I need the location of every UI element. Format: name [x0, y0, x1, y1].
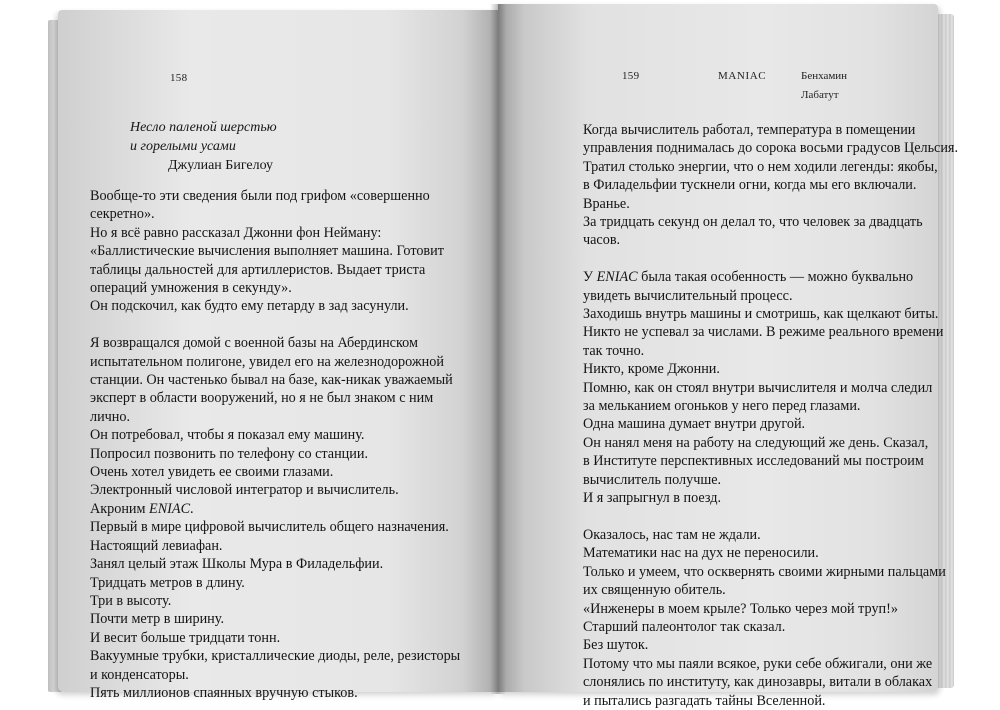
text-line: Я возвращался домой с военной базы на Абердинском — [90, 335, 418, 352]
text-line: Почти метр в ширину. — [90, 611, 224, 628]
text-line: Пять миллионов спаянных вручную стыков. — [90, 684, 358, 701]
text-line: увидеть вычислительный процесс. — [583, 287, 793, 304]
text-line: У ENIAC была такая особенность — можно буквально — [583, 269, 914, 286]
running-author-line: Лабатут — [801, 89, 839, 101]
running-author-line: Бенхамин — [801, 70, 848, 82]
text-line: в Институте перспективных исследований мы построим — [583, 453, 924, 470]
right-page-body-text — [583, 121, 958, 710]
text-line: управления поднималась до сорока восьми градусов Цельсия. — [583, 140, 959, 157]
paragraph-gap — [583, 250, 958, 268]
text-line: так точно. — [583, 342, 645, 359]
right-page-number: 159 — [622, 70, 640, 82]
text-line: лично. — [90, 408, 131, 425]
text-line: и пытались разгадать тайны Вселенной. — [583, 692, 826, 709]
text-line: Никто не успевал за числами. В режиме реального времени — [583, 324, 944, 341]
text-line: Одна машина думает внутри другой. — [583, 416, 806, 433]
paragraph-gap — [583, 508, 958, 526]
text-line: И я запрыгнул в поезд. — [583, 490, 721, 507]
book-spine-gutter — [490, 4, 506, 694]
text-line: в Филадельфии тускнели огни, когда мы его включали. — [583, 177, 917, 194]
text-line: Вообще-то эти сведения были под грифом «совершенно — [90, 188, 430, 204]
text-line: слонялись по институту, как динозавры, витали в облаках — [583, 674, 933, 691]
text-line: Попросил позвонить по телефону со станции. — [90, 445, 369, 462]
text-line: Электронный числовой интегратор и вычислитель. — [90, 482, 399, 499]
text-line: за мельканием огоньков у него перед глазами. — [583, 398, 861, 415]
epigraph-line: Несло паленой шерстью — [130, 120, 277, 135]
text-line: Вакуумные трубки, кристаллические диоды, реле, резисторы — [90, 648, 461, 665]
text-line: Акроним ENIAC. — [90, 500, 194, 517]
text-line: Оказалось, нас там не ждали. — [583, 526, 761, 543]
running-author — [801, 67, 847, 105]
text-line: Он потребовал, чтобы я показал ему машину. — [90, 427, 365, 444]
epigraph-author: Джулиан Бигелоу — [168, 158, 274, 173]
text-line: Без шуток. — [583, 637, 649, 654]
text-line: «Баллистические вычисления выполняет машина. Готовит — [90, 243, 444, 260]
text-line: Но я всё равно рассказал Джонни фон Нейману: — [90, 224, 382, 241]
text-line: Он подскочил, как будто ему петарду в зад засунули. — [90, 298, 409, 315]
text-line: Три в высоту. — [90, 592, 172, 609]
text-line: секретно». — [90, 206, 155, 223]
text-line: станции. Он частенько бывал на базе, как-никак уважаемый — [90, 372, 453, 389]
text-line: Занял целый этаж Школы Мура в Филадельфии. — [90, 556, 384, 573]
text-line: Никто, кроме Джонни. — [583, 361, 720, 378]
text-line: Тратил столько энергии, что о нем ходили легенды: якобы, — [583, 158, 938, 175]
running-title: MANIAC — [718, 70, 767, 82]
text-line: Старший палеонтолог так сказал. — [583, 618, 786, 635]
text-line: Настоящий левиафан. — [90, 537, 223, 554]
text-line: таблицы дальностей для артиллеристов. Выдает триста — [90, 261, 426, 278]
text-line: эксперт в области вооружений, но я не был знаком с ним — [90, 390, 434, 407]
text-line: Математики нас на дух не переносили. — [583, 545, 819, 562]
text-line: Вранье. — [583, 195, 630, 212]
text-line: Он нанял меня на работу на следующий же день. Сказал, — [583, 434, 929, 451]
text-line: Потому что мы паяли всякое, руки себе обжигали, они же — [583, 655, 933, 672]
text-line: Первый в мире цифровой вычислитель общего назначения. — [90, 519, 449, 536]
paragraph-gap — [90, 316, 460, 334]
left-page-body-text — [90, 187, 460, 702]
text-line: Заходишь внутрь машины и смотришь, как щелкают биты. — [583, 306, 939, 323]
text-line: и конденсаторы. — [90, 666, 189, 683]
text-line: Только и умеем, что осквернять своими жирными пальцами — [583, 563, 946, 580]
text-line: часов. — [583, 232, 621, 249]
text-line: Тридцать метров в длину. — [90, 574, 245, 591]
text-line: «Инженеры в моем крыле? Только через мой труп!» — [583, 600, 898, 617]
text-line: вычислитель получше. — [583, 471, 722, 488]
text-line: их священную обитель. — [583, 582, 726, 599]
text-line: Очень хотел увидеть ее своими глазами. — [90, 464, 334, 481]
text-line: Когда вычислитель работал, температура в помещении — [583, 122, 916, 138]
text-line: Помню, как он стоял внутри вычислителя и молча следил — [583, 379, 933, 396]
epigraph-line: и горелыми усами — [130, 139, 236, 154]
text-line: За тридцать секунд он делал то, что человек за двадцать — [583, 214, 923, 231]
text-line: операций умножения в секунду». — [90, 280, 292, 297]
text-line: испытательном полигоне, увидел его на железнодорожной — [90, 353, 444, 370]
epigraph — [130, 118, 277, 175]
left-page-number: 158 — [170, 72, 188, 84]
text-line: И весит больше тридцати тонн. — [90, 629, 281, 646]
